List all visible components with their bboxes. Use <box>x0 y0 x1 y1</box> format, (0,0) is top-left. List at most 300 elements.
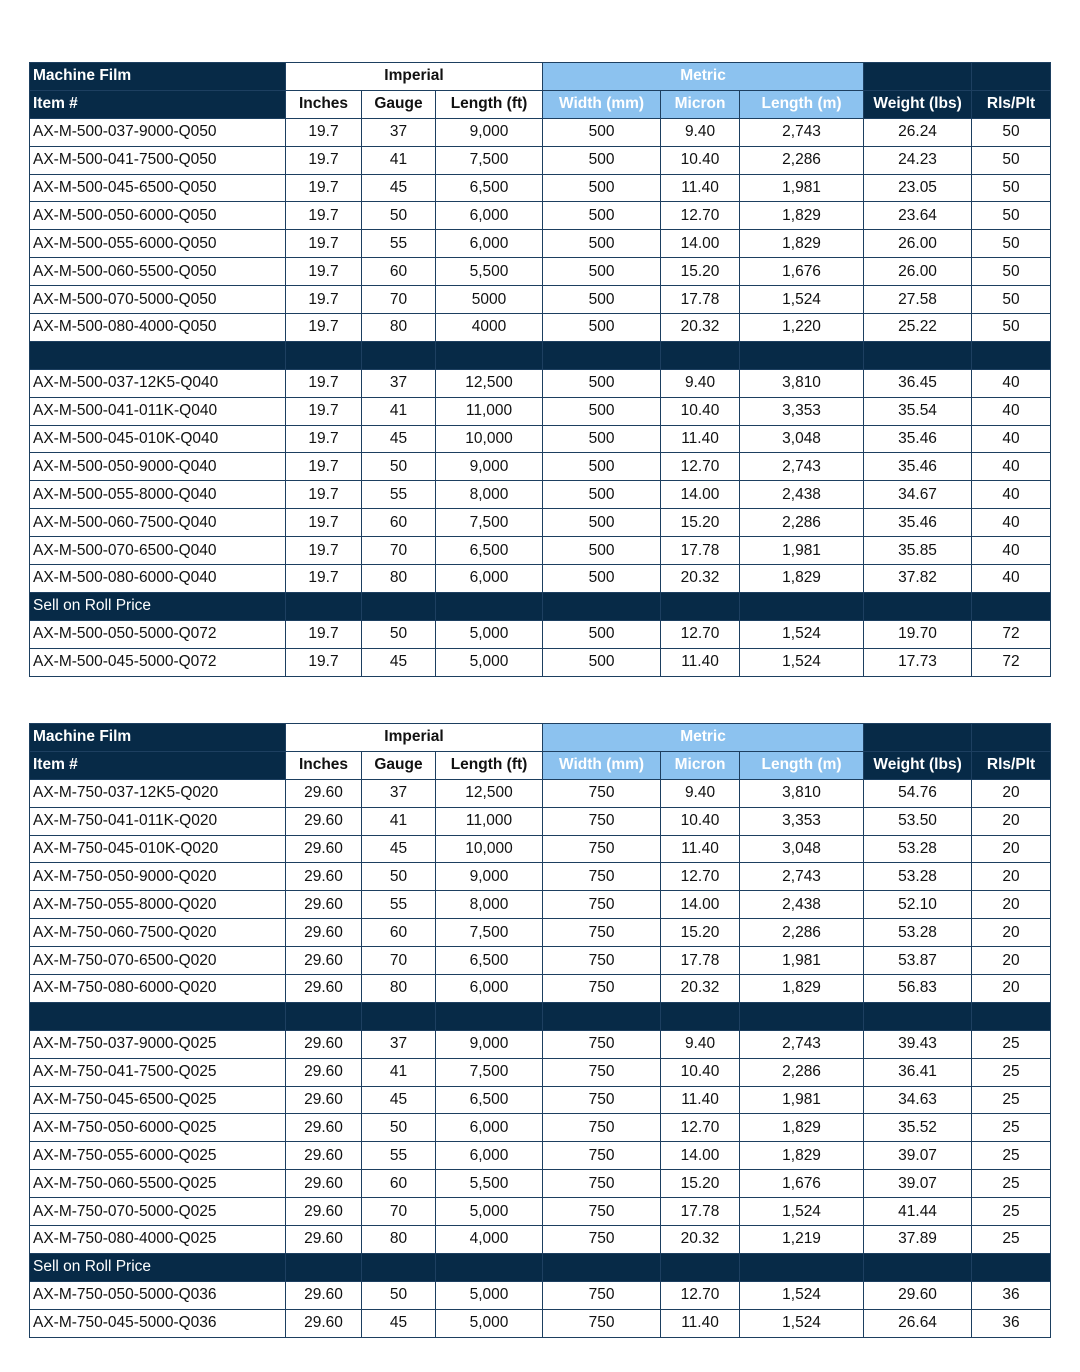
weight-header: Weight (lbs) <box>864 751 972 779</box>
value-cell: 34.67 <box>864 481 972 509</box>
value-cell: 10,000 <box>436 835 543 863</box>
table-row <box>30 146 1051 174</box>
value-cell: 35.52 <box>864 1114 972 1142</box>
length-ft-header: Length (ft) <box>436 90 543 118</box>
value-cell: 500 <box>543 369 661 397</box>
value-cell: 1,981 <box>740 537 864 565</box>
item-header: Item # <box>30 90 286 118</box>
value-cell: 20.32 <box>661 1226 740 1254</box>
value-cell: 5,000 <box>436 648 543 676</box>
value-cell: 52.10 <box>864 891 972 919</box>
value-cell: 29.60 <box>286 919 362 947</box>
item-number-cell: AX-M-750-037-12K5-Q020 <box>30 779 286 807</box>
value-cell: 500 <box>543 258 661 286</box>
table-row <box>30 286 1051 314</box>
value-cell: 750 <box>543 807 661 835</box>
value-cell: 20 <box>972 835 1051 863</box>
value-cell: 17.78 <box>661 286 740 314</box>
table-row <box>30 779 1051 807</box>
value-cell: 6,000 <box>436 1142 543 1170</box>
value-cell: 3,810 <box>740 369 864 397</box>
empty-header-cell <box>864 724 972 752</box>
separator-cell <box>740 1253 864 1281</box>
length-m-header: Length (m) <box>740 90 864 118</box>
length-m-header: Length (m) <box>740 751 864 779</box>
value-cell: 29.60 <box>286 1281 362 1309</box>
value-cell: 29.60 <box>286 1030 362 1058</box>
item-number-cell: AX-M-500-080-4000-Q050 <box>30 314 286 342</box>
value-cell: 53.28 <box>864 863 972 891</box>
value-cell: 29.60 <box>286 1309 362 1337</box>
value-cell: 45 <box>362 174 436 202</box>
gauge-header: Gauge <box>362 751 436 779</box>
value-cell: 2,438 <box>740 481 864 509</box>
value-cell: 1,524 <box>740 286 864 314</box>
value-cell: 50 <box>972 314 1051 342</box>
value-cell: 19.7 <box>286 369 362 397</box>
value-cell: 500 <box>543 509 661 537</box>
table-row <box>30 481 1051 509</box>
value-cell: 17.78 <box>661 537 740 565</box>
item-number-cell: AX-M-500-055-6000-Q050 <box>30 230 286 258</box>
value-cell: 45 <box>362 835 436 863</box>
micron-header: Micron <box>661 751 740 779</box>
width-mm-header: Width (mm) <box>543 90 661 118</box>
value-cell: 14.00 <box>661 1142 740 1170</box>
table-row <box>30 919 1051 947</box>
value-cell: 26.00 <box>864 258 972 286</box>
value-cell: 19.7 <box>286 397 362 425</box>
value-cell: 2,743 <box>740 118 864 146</box>
value-cell: 750 <box>543 1198 661 1226</box>
section-label <box>30 1002 286 1030</box>
metric-header: Metric <box>543 63 864 91</box>
value-cell: 10,000 <box>436 425 543 453</box>
value-cell: 6,000 <box>436 975 543 1003</box>
value-cell: 26.24 <box>864 118 972 146</box>
separator-cell <box>740 592 864 620</box>
table-row <box>30 1058 1051 1086</box>
value-cell: 37 <box>362 779 436 807</box>
value-cell: 6,000 <box>436 1114 543 1142</box>
table-row <box>30 425 1051 453</box>
value-cell: 3,048 <box>740 835 864 863</box>
separator-cell <box>972 341 1051 369</box>
value-cell: 1,829 <box>740 1142 864 1170</box>
item-header: Item # <box>30 751 286 779</box>
table-row <box>30 835 1051 863</box>
value-cell: 29.60 <box>286 1058 362 1086</box>
value-cell: 29.60 <box>286 807 362 835</box>
value-cell: 5,000 <box>436 1281 543 1309</box>
separator-cell <box>661 1253 740 1281</box>
section-label <box>30 341 286 369</box>
value-cell: 9.40 <box>661 1030 740 1058</box>
separator-cell <box>543 592 661 620</box>
value-cell: 6,000 <box>436 565 543 593</box>
rls-plt-header: Rls/Plt <box>972 90 1051 118</box>
value-cell: 23.05 <box>864 174 972 202</box>
item-number-cell: AX-M-750-080-6000-Q020 <box>30 975 286 1003</box>
value-cell: 19.7 <box>286 118 362 146</box>
value-cell: 2,286 <box>740 1058 864 1086</box>
section-separator-row <box>30 1253 1051 1281</box>
value-cell: 25 <box>972 1198 1051 1226</box>
value-cell: 500 <box>543 174 661 202</box>
group-header-row <box>30 724 1051 752</box>
value-cell: 3,353 <box>740 807 864 835</box>
value-cell: 19.7 <box>286 620 362 648</box>
separator-cell <box>740 1002 864 1030</box>
separator-cell <box>436 341 543 369</box>
value-cell: 80 <box>362 314 436 342</box>
value-cell: 19.7 <box>286 314 362 342</box>
value-cell: 12.70 <box>661 1281 740 1309</box>
value-cell: 750 <box>543 947 661 975</box>
value-cell: 19.7 <box>286 230 362 258</box>
value-cell: 19.7 <box>286 286 362 314</box>
value-cell: 26.64 <box>864 1309 972 1337</box>
value-cell: 500 <box>543 286 661 314</box>
section-separator-row <box>30 341 1051 369</box>
value-cell: 35.46 <box>864 453 972 481</box>
section-separator-row <box>30 1002 1051 1030</box>
table-row <box>30 1030 1051 1058</box>
value-cell: 37.89 <box>864 1226 972 1254</box>
table-row <box>30 1170 1051 1198</box>
value-cell: 12.70 <box>661 202 740 230</box>
value-cell: 19.70 <box>864 620 972 648</box>
value-cell: 3,353 <box>740 397 864 425</box>
value-cell: 53.87 <box>864 947 972 975</box>
table-row <box>30 369 1051 397</box>
table-row <box>30 202 1051 230</box>
separator-cell <box>543 1002 661 1030</box>
inches-header: Inches <box>286 90 362 118</box>
group-title: Machine Film <box>30 63 286 91</box>
value-cell: 750 <box>543 1309 661 1337</box>
value-cell: 10.40 <box>661 146 740 174</box>
item-number-cell: AX-M-500-050-6000-Q050 <box>30 202 286 230</box>
value-cell: 35.85 <box>864 537 972 565</box>
separator-cell <box>286 1002 362 1030</box>
value-cell: 3,048 <box>740 425 864 453</box>
value-cell: 750 <box>543 975 661 1003</box>
value-cell: 750 <box>543 863 661 891</box>
value-cell: 53.28 <box>864 835 972 863</box>
value-cell: 10.40 <box>661 807 740 835</box>
separator-cell <box>661 1002 740 1030</box>
value-cell: 2,286 <box>740 146 864 174</box>
value-cell: 80 <box>362 1226 436 1254</box>
value-cell: 1,829 <box>740 230 864 258</box>
separator-cell <box>864 1002 972 1030</box>
item-number-cell: AX-M-500-060-5500-Q050 <box>30 258 286 286</box>
value-cell: 24.23 <box>864 146 972 174</box>
table-row <box>30 537 1051 565</box>
value-cell: 19.7 <box>286 648 362 676</box>
value-cell: 45 <box>362 648 436 676</box>
table-row <box>30 1281 1051 1309</box>
item-number-cell: AX-M-500-037-12K5-Q040 <box>30 369 286 397</box>
item-number-cell: AX-M-750-055-6000-Q025 <box>30 1142 286 1170</box>
value-cell: 56.83 <box>864 975 972 1003</box>
item-number-cell: AX-M-750-060-5500-Q025 <box>30 1170 286 1198</box>
item-number-cell: AX-M-500-070-5000-Q050 <box>30 286 286 314</box>
inches-header: Inches <box>286 751 362 779</box>
value-cell: 50 <box>972 146 1051 174</box>
value-cell: 1,829 <box>740 1114 864 1142</box>
value-cell: 750 <box>543 1170 661 1198</box>
value-cell: 60 <box>362 509 436 537</box>
value-cell: 500 <box>543 314 661 342</box>
separator-cell <box>362 341 436 369</box>
value-cell: 7,500 <box>436 509 543 537</box>
separator-cell <box>661 592 740 620</box>
value-cell: 60 <box>362 258 436 286</box>
value-cell: 37 <box>362 369 436 397</box>
value-cell: 750 <box>543 1142 661 1170</box>
table-row <box>30 230 1051 258</box>
value-cell: 29.60 <box>286 1114 362 1142</box>
value-cell: 60 <box>362 919 436 947</box>
value-cell: 50 <box>972 174 1051 202</box>
value-cell: 10.40 <box>661 397 740 425</box>
value-cell: 50 <box>972 118 1051 146</box>
value-cell: 41 <box>362 807 436 835</box>
value-cell: 29.60 <box>286 947 362 975</box>
value-cell: 5,000 <box>436 1198 543 1226</box>
machine-film-750-table <box>29 723 1051 1338</box>
item-number-cell: AX-M-750-050-5000-Q036 <box>30 1281 286 1309</box>
value-cell: 35.46 <box>864 509 972 537</box>
value-cell: 500 <box>543 230 661 258</box>
value-cell: 6,000 <box>436 202 543 230</box>
value-cell: 2,743 <box>740 1030 864 1058</box>
value-cell: 500 <box>543 648 661 676</box>
value-cell: 5,000 <box>436 620 543 648</box>
value-cell: 15.20 <box>661 1170 740 1198</box>
value-cell: 11.40 <box>661 1086 740 1114</box>
value-cell: 37 <box>362 118 436 146</box>
value-cell: 41 <box>362 397 436 425</box>
value-cell: 5000 <box>436 286 543 314</box>
value-cell: 36.45 <box>864 369 972 397</box>
value-cell: 20.32 <box>661 565 740 593</box>
value-cell: 19.7 <box>286 537 362 565</box>
value-cell: 50 <box>362 1281 436 1309</box>
value-cell: 500 <box>543 146 661 174</box>
value-cell: 1,829 <box>740 975 864 1003</box>
table-row <box>30 947 1051 975</box>
weight-header: Weight (lbs) <box>864 90 972 118</box>
value-cell: 50 <box>362 202 436 230</box>
value-cell: 29.60 <box>286 1142 362 1170</box>
item-number-cell: AX-M-750-070-5000-Q025 <box>30 1198 286 1226</box>
value-cell: 37.82 <box>864 565 972 593</box>
table-row <box>30 1086 1051 1114</box>
table-row <box>30 620 1051 648</box>
item-number-cell: AX-M-750-070-6500-Q020 <box>30 947 286 975</box>
item-number-cell: AX-M-500-060-7500-Q040 <box>30 509 286 537</box>
table-row <box>30 397 1051 425</box>
value-cell: 20 <box>972 891 1051 919</box>
value-cell: 500 <box>543 202 661 230</box>
value-cell: 50 <box>972 202 1051 230</box>
value-cell: 6,500 <box>436 174 543 202</box>
value-cell: 9.40 <box>661 118 740 146</box>
value-cell: 36 <box>972 1309 1051 1337</box>
value-cell: 70 <box>362 537 436 565</box>
separator-cell <box>436 1002 543 1030</box>
value-cell: 500 <box>543 481 661 509</box>
value-cell: 53.50 <box>864 807 972 835</box>
value-cell: 6,500 <box>436 947 543 975</box>
imperial-header: Imperial <box>286 63 543 91</box>
separator-cell <box>740 341 864 369</box>
value-cell: 40 <box>972 369 1051 397</box>
value-cell: 750 <box>543 1226 661 1254</box>
value-cell: 54.76 <box>864 779 972 807</box>
value-cell: 26.00 <box>864 230 972 258</box>
value-cell: 11.40 <box>661 425 740 453</box>
value-cell: 3,810 <box>740 779 864 807</box>
value-cell: 19.7 <box>286 202 362 230</box>
value-cell: 19.7 <box>286 146 362 174</box>
value-cell: 35.54 <box>864 397 972 425</box>
value-cell: 11,000 <box>436 807 543 835</box>
value-cell: 36.41 <box>864 1058 972 1086</box>
value-cell: 25 <box>972 1086 1051 1114</box>
value-cell: 17.78 <box>661 947 740 975</box>
item-number-cell: AX-M-750-041-011K-Q020 <box>30 807 286 835</box>
table-row <box>30 1142 1051 1170</box>
value-cell: 11.40 <box>661 648 740 676</box>
table-row <box>30 1114 1051 1142</box>
value-cell: 36 <box>972 1281 1051 1309</box>
value-cell: 6,500 <box>436 537 543 565</box>
value-cell: 50 <box>972 230 1051 258</box>
item-number-cell: AX-M-500-045-5000-Q072 <box>30 648 286 676</box>
item-number-cell: AX-M-500-041-7500-Q050 <box>30 146 286 174</box>
value-cell: 19.7 <box>286 174 362 202</box>
value-cell: 50 <box>362 620 436 648</box>
micron-header: Micron <box>661 90 740 118</box>
item-number-cell: AX-M-500-055-8000-Q040 <box>30 481 286 509</box>
value-cell: 40 <box>972 481 1051 509</box>
value-cell: 14.00 <box>661 481 740 509</box>
metric-header: Metric <box>543 724 864 752</box>
value-cell: 12.70 <box>661 863 740 891</box>
value-cell: 5,500 <box>436 258 543 286</box>
value-cell: 9,000 <box>436 453 543 481</box>
value-cell: 11.40 <box>661 835 740 863</box>
value-cell: 40 <box>972 537 1051 565</box>
value-cell: 5,000 <box>436 1309 543 1337</box>
value-cell: 1,981 <box>740 947 864 975</box>
length-ft-header: Length (ft) <box>436 751 543 779</box>
value-cell: 9.40 <box>661 779 740 807</box>
column-header-row <box>30 751 1051 779</box>
table-row <box>30 314 1051 342</box>
value-cell: 12,500 <box>436 369 543 397</box>
separator-cell <box>864 341 972 369</box>
value-cell: 2,743 <box>740 863 864 891</box>
value-cell: 2,286 <box>740 509 864 537</box>
value-cell: 11.40 <box>661 174 740 202</box>
value-cell: 500 <box>543 537 661 565</box>
value-cell: 8,000 <box>436 481 543 509</box>
item-number-cell: AX-M-750-050-6000-Q025 <box>30 1114 286 1142</box>
value-cell: 70 <box>362 947 436 975</box>
value-cell: 1,676 <box>740 258 864 286</box>
value-cell: 1,524 <box>740 1281 864 1309</box>
value-cell: 25 <box>972 1170 1051 1198</box>
item-number-cell: AX-M-500-080-6000-Q040 <box>30 565 286 593</box>
imperial-header: Imperial <box>286 724 543 752</box>
value-cell: 750 <box>543 1030 661 1058</box>
value-cell: 750 <box>543 1086 661 1114</box>
value-cell: 9.40 <box>661 369 740 397</box>
section-label: Sell on Roll Price <box>30 1253 286 1281</box>
value-cell: 40 <box>972 397 1051 425</box>
value-cell: 1,524 <box>740 648 864 676</box>
value-cell: 80 <box>362 565 436 593</box>
value-cell: 19.7 <box>286 481 362 509</box>
separator-cell <box>286 341 362 369</box>
value-cell: 1,524 <box>740 1309 864 1337</box>
item-number-cell: AX-M-750-055-8000-Q020 <box>30 891 286 919</box>
value-cell: 500 <box>543 620 661 648</box>
value-cell: 25 <box>972 1142 1051 1170</box>
table-row <box>30 975 1051 1003</box>
machine-film-500-table <box>29 62 1051 677</box>
value-cell: 35.46 <box>864 425 972 453</box>
value-cell: 20 <box>972 975 1051 1003</box>
rls-plt-header: Rls/Plt <box>972 751 1051 779</box>
separator-cell <box>286 592 362 620</box>
separator-cell <box>543 1253 661 1281</box>
value-cell: 10.40 <box>661 1058 740 1086</box>
value-cell: 750 <box>543 1114 661 1142</box>
separator-cell <box>436 1253 543 1281</box>
value-cell: 5,500 <box>436 1170 543 1198</box>
item-number-cell: AX-M-750-045-6500-Q025 <box>30 1086 286 1114</box>
value-cell: 2,438 <box>740 891 864 919</box>
value-cell: 500 <box>543 425 661 453</box>
value-cell: 500 <box>543 453 661 481</box>
value-cell: 12.70 <box>661 1114 740 1142</box>
value-cell: 41.44 <box>864 1198 972 1226</box>
value-cell: 40 <box>972 453 1051 481</box>
value-cell: 50 <box>362 453 436 481</box>
value-cell: 60 <box>362 1170 436 1198</box>
value-cell: 50 <box>972 286 1051 314</box>
value-cell: 1,981 <box>740 1086 864 1114</box>
value-cell: 750 <box>543 779 661 807</box>
value-cell: 2,286 <box>740 919 864 947</box>
value-cell: 55 <box>362 891 436 919</box>
value-cell: 55 <box>362 481 436 509</box>
value-cell: 1,524 <box>740 620 864 648</box>
table-row <box>30 807 1051 835</box>
value-cell: 500 <box>543 118 661 146</box>
value-cell: 45 <box>362 1086 436 1114</box>
value-cell: 9,000 <box>436 118 543 146</box>
value-cell: 7,500 <box>436 919 543 947</box>
table-row <box>30 1309 1051 1337</box>
value-cell: 45 <box>362 425 436 453</box>
